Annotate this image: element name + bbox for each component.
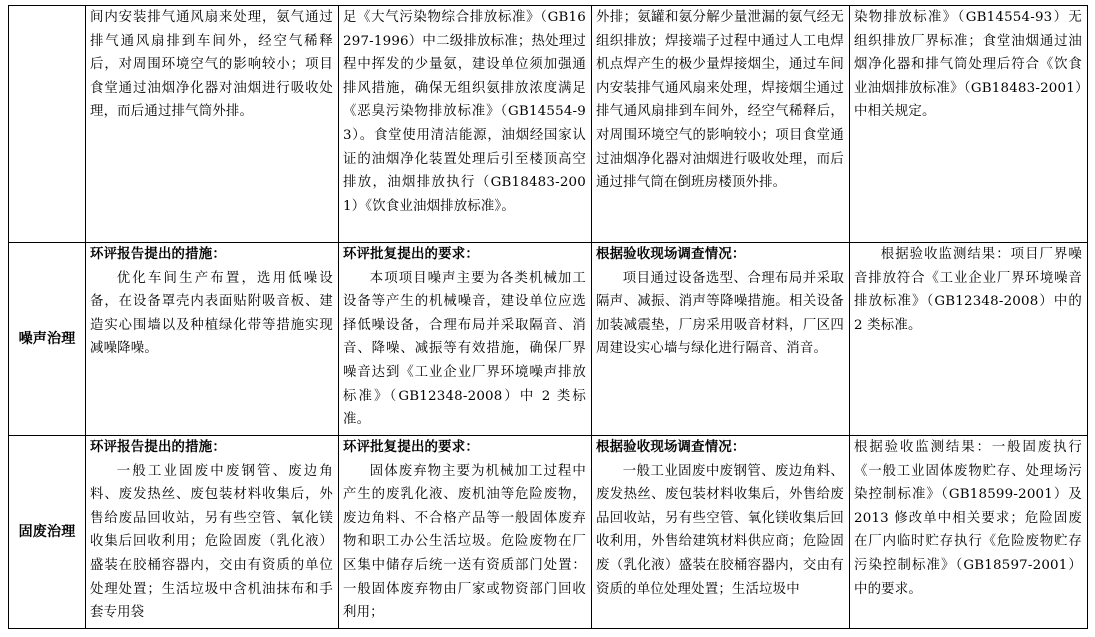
cell-eia-measures — [86, 243, 339, 436]
cell-body: 一般工业固废中废钢管、废边角料、废发热丝、废包装材料收集后，外售给废品回收站，另有些空管、氧化镁收集后回收利用，外售给建筑材料供应商；危险固废（乳化液）盛装在胶桶容器内，交由有资质的单位处理处置；生活垃圾中 — [596, 463, 844, 597]
row-label — [9, 6, 86, 243]
cell-monitoring-result — [850, 436, 1088, 629]
cell-body: 固体废弃物主要为机械加工过程中产生的废乳化液、废机油等危险废物，废边角料、不合格产品等一般固体废弃物和职工办公生活垃圾。危险废物在厂区集中储存后统一送有资质部门处置：一般固体废弃物由厂家或物资部门回收利用； — [343, 463, 586, 621]
cell-heading: 环评报告提出的措施： — [90, 439, 226, 455]
cell-heading: 环评批复提出的要求： — [343, 246, 479, 262]
cell-body: 根据验收监测结果：一般固废执行《一般工业固体废物贮存、处理场污染控制标准》（GB18599-2001）及 2013 修改单中相关要求；危险固废在厂内临时贮存执行《危险废物贮存污染控制标准》（GB18597-2001）中的要求。 — [854, 440, 1082, 597]
cell-body: 外排；氨罐和氨分解少量泄漏的氨气经无组织排放；焊接端子过程中通过人工电焊机点焊产生的极少量焊接烟尘，通过车间内安装排气通风扇来处理，焊接烟尘通过排气通风扇排到车间外，经空气稀释后，对周围环境空气的影响较小；项目食堂通过油烟净化器对油烟进行吸收处理，而后通过排气筒在倒班房楼顶外排。 — [596, 10, 844, 191]
cell-body: 染物排放标准》（GB14554-93）无组织排放厂界标准；食堂油烟通过油烟净化器和排气筒处理后符合《饮食业油烟排放标准》（GB18483-2001）中相关规定。 — [854, 10, 1082, 120]
cell-heading: 环评报告提出的措施： — [90, 246, 226, 262]
cell-body: 本项项目噪声主要为各类机械加工设备等产生的机械噪音，建设单位应选择低噪设备，合理布局并采取隔音、消音、降噪、减振等有效措施，确保厂界噪音达到《工业企业厂界环境噪声排放标准》（GB12348-2008）中 2 类标准。 — [343, 270, 586, 428]
cell-body: 优化车间生产布置，选用低噪设备，在设备罩壳内表面贴附吸音板、建造实心围墙以及种植绿化带等措施实现减噪降噪。 — [90, 270, 333, 357]
cell-body: 项目通过设备选型、合理布局并采取隔声、减振、消声等降噪措施。相关设备加装减震垫，厂房采用吸音材料，厂区四周建设实心墙与绿化进行隔音、消音。 — [596, 270, 844, 357]
row-label: 噪声治理 — [9, 243, 86, 436]
table-row-solid-waste — [9, 436, 1088, 629]
cell-heading: 根据验收现场调查情况： — [596, 246, 746, 262]
table-row-air — [9, 6, 1088, 243]
cell-heading: 环评批复提出的要求： — [343, 439, 479, 455]
acceptance-table — [8, 5, 1088, 629]
row-label: 固废治理 — [9, 436, 86, 629]
cell-eia-measures — [86, 6, 339, 243]
cell-eia-measures — [86, 436, 339, 629]
cell-site-survey — [592, 243, 850, 436]
cell-site-survey — [592, 436, 850, 629]
cell-body: 足《大气污染物综合排放标准》（GB16297-1996）中二级排放标准；热处理过程中挥发的少量氨，建设单位须加强通排风措施，确保无组织氨排放浓度满足《恶臭污染物排放标准》（GB14554-93）。食堂使用清洁能源，油烟经国家认证的油烟净化装置处理后引至楼顶高空排放，油烟排放执行（GB18483-2001）《饮食业油烟排放标准》。 — [343, 10, 586, 214]
cell-monitoring-result — [850, 6, 1088, 243]
cell-site-survey — [592, 6, 850, 243]
cell-body: 根据验收监测结果：项目厂界噪音排放符合《工业企业厂界环境噪音排放标准》（GB12348-2008）中的 2 类标准。 — [854, 247, 1082, 333]
cell-approval-requirements — [339, 436, 592, 629]
cell-body: 间内安装排气通风扇来处理，氨气通过排气通风扇排到车间外，经空气稀释后，对周围环境空气的影响较小；项目食堂通过油烟净化器对油烟进行吸收处理，而后通过排气筒外排。 — [90, 10, 333, 120]
table-row-noise — [9, 243, 1088, 436]
cell-approval-requirements — [339, 243, 592, 436]
cell-monitoring-result — [850, 243, 1088, 436]
cell-approval-requirements — [339, 6, 592, 243]
cell-heading: 根据验收现场调查情况： — [596, 439, 746, 455]
cell-body: 一般工业固废中废钢管、废边角料、废发热丝、废包装材料收集后，外售给废品回收站，另有些空管、氧化镁收集后回收利用；危险固废（乳化液）盛装在胶桶容器内，交由有资质的单位处理处置；生活垃圾中含机油抹布和手套专用袋 — [90, 463, 333, 621]
